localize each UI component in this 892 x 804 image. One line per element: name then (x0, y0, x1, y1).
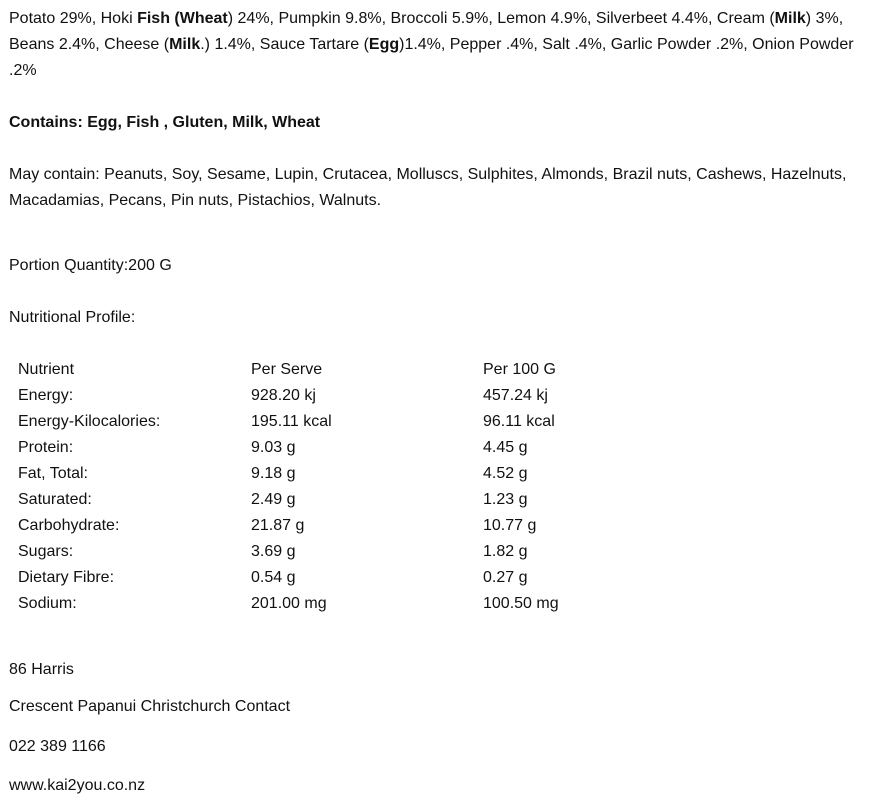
per-serve-value: 9.03 g (251, 439, 296, 456)
per-serve-value: 21.87 g (251, 517, 305, 534)
ingredients-segment: .) 1.4%, Sauce Tartare ( (200, 36, 369, 53)
per-serve-value: 9.18 g (251, 465, 296, 482)
allergen-highlight: Egg (368, 36, 400, 53)
per-serve-value: 2.49 g (251, 491, 296, 508)
contains-allergens: Contains: Egg, Fish , Gluten, Milk, Wheat (9, 114, 321, 131)
nutrition-row (18, 383, 683, 409)
portion-quantity: Portion Quantity:200 G (9, 257, 172, 274)
nutrient-name: Energy: (18, 387, 74, 404)
allergen-highlight: Fish (Wheat (137, 10, 228, 27)
nutrient-name: Carbohydrate: (18, 517, 120, 534)
per-serve-value: 195.11 kcal (251, 413, 332, 430)
address-line-1: 86 Harris (9, 661, 74, 678)
ingredients-segment: )1.4%, Pepper .4%, Salt .4%, Garlic Powder .2%, Onion Powder .2% (9, 36, 854, 79)
per-serve-value: 3.69 g (251, 543, 296, 560)
nutrient-name: Fat, Total: (18, 465, 88, 482)
per-100g-value: 4.45 g (483, 439, 528, 456)
nutrition-row (18, 591, 683, 617)
nutrition-table-body (18, 357, 683, 617)
header-nutrient: Nutrient (18, 361, 75, 378)
per-serve-value: 201.00 mg (251, 595, 327, 612)
address-line-2: Crescent Papanui Christchurch Contact (9, 698, 291, 715)
nutrient-name: Dietary Fibre: (18, 569, 115, 586)
nutrient-name: Sodium: (18, 595, 77, 612)
per-100g-value: 10.77 g (483, 517, 537, 534)
per-serve-value: 928.20 kj (251, 387, 316, 404)
nutrition-header-row (18, 357, 683, 383)
nutrition-table (18, 357, 683, 617)
header-per-serve: Per Serve (251, 361, 323, 378)
ingredients-segment: ) 24%, Pumpkin 9.8%, Broccoli 5.9%, Lemon 4.9%, Silverbeet 4.4%, Cream ( (227, 10, 775, 27)
allergen-highlight: Milk (169, 36, 201, 53)
product-info (9, 6, 879, 799)
ingredients-segment: ) 3%, Beans 2.4%, Cheese ( (9, 10, 844, 53)
nutrient-name: Protein: (18, 439, 74, 456)
ingredients-segment: Potato 29%, Hoki (9, 10, 138, 27)
nutrition-row (18, 409, 683, 435)
nutrient-name: Saturated: (18, 491, 92, 508)
ingredients-text (9, 6, 879, 84)
may-contain-allergens: May contain: Peanuts, Soy, Sesame, Lupin, Crutacea, Molluscs, Sulphites, Almonds, Brazil nuts, Cashews, Hazelnuts, Macadamias, Pecans, Pin nuts, Pistachios, Walnuts. (9, 166, 847, 209)
nutrient-name: Sugars: (18, 543, 74, 560)
nutrition-row (18, 461, 683, 487)
per-100g-value: 0.27 g (483, 569, 528, 586)
per-100g-value: 100.50 mg (483, 595, 559, 612)
nutrient-name: Energy-Kilocalories: (18, 413, 161, 430)
allergen-highlight: Milk (774, 10, 806, 27)
phone-number: 022 389 1166 (9, 738, 106, 755)
header-per-100g: Per 100 G (483, 361, 556, 378)
website-url: www.kai2you.co.nz (9, 777, 146, 794)
per-100g-value: 1.82 g (483, 543, 528, 560)
nutritional-profile-heading: Nutritional Profile: (9, 309, 136, 326)
nutrition-row (18, 513, 683, 539)
nutrition-row (18, 539, 683, 565)
nutrition-row (18, 435, 683, 461)
per-100g-value: 1.23 g (483, 491, 528, 508)
per-100g-value: 4.52 g (483, 465, 528, 482)
nutrition-row (18, 565, 683, 591)
per-serve-value: 0.54 g (251, 569, 296, 586)
per-100g-value: 96.11 kcal (483, 413, 555, 430)
nutrition-row (18, 487, 683, 513)
per-100g-value: 457.24 kj (483, 387, 548, 404)
